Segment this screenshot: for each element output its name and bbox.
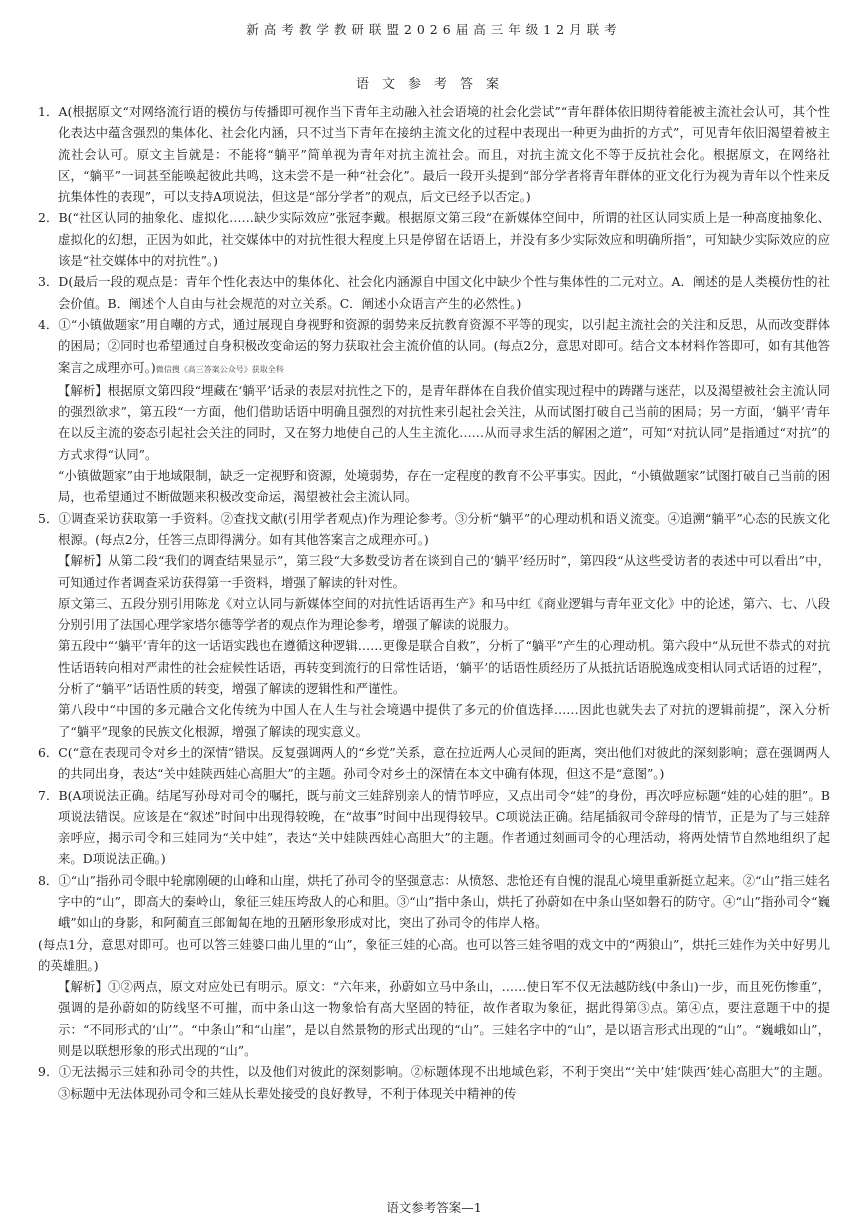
answer-content — [38, 101, 830, 1104]
paragraph-text: 【解析】从第二段“我们的调查结果显示”，第三段“大多数受访者在谈到自己的‘躺平’经历时”，第四段“从这些受访者的表述中可以看出”中，可知通过作者调查采访获得第一手资料，增强了解读的针对性。 — [58, 553, 830, 590]
paragraph-text: 5．①调查采访获取第一手资料。②查找文献(引用学者观点)作为理论参考。③分析“躺平”的心理动机和语义流变。④追溯“躺平”心态的民族文化根源。(每点2分，任答三点即得满分。如有其他答案言之成理亦可。) — [38, 510, 830, 547]
answer-paragraph — [38, 976, 830, 1061]
answer-paragraph — [38, 1061, 830, 1104]
answer-paragraph — [38, 934, 830, 977]
answer-paragraph — [38, 699, 830, 742]
paragraph-text: 1．A(根据原文“对网络流行语的模仿与传播即可视作当下青年主动融入社会语境的社会化尝试”“青年群体依旧期待着能被主流社会认可，其个性化表达中蕴含强烈的集体化、社会化内涵，只不过当下青年在接纳主流文化的过程中表现出一种更为曲折的方式”，可见青年依旧渴望着被主流社会认可。原文主旨就是：不能将“躺平”简单视为青年对抗主流社会。而且，对抗主流文化不等于反抗社会化。根据原文，在网络社区，“躺平”一词甚至能唤起彼此共鸣，这未尝不是一种“社会化”。最后一段开头提到“部分学者将青年群体的亚文化行为视为青年以个性来反抗集体性的表现”，可以支持A项说法，但这是“部分学者”的观点，后文已经予以否定。) — [38, 104, 830, 205]
exam-header: 新高考教学教研联盟2026届高三年级12月联考 — [246, 22, 622, 37]
paragraph-text: 2．B(“社区认同的抽象化、虚拟化……缺少实际效应”张冠李戴。根据原文第三段“在新媒体空间中，所谓的社区认同实质上是一种高度抽象化、虚拟化的幻想，正因为如此，社交媒体中的对抗性很大程度上只是停留在话语上，并没有多少实际效应和明确所指”，可知缺少实际效应的应该是“社交媒体中的对抗性”。) — [38, 210, 830, 269]
answer-paragraph — [38, 508, 830, 551]
answer-paragraph — [38, 742, 830, 785]
answer-paragraph — [38, 593, 830, 636]
answer-paragraph — [38, 550, 830, 593]
paragraph-text: 4．①“小镇做题家”用自嘲的方式，通过展现自身视野和资源的弱势来反抗教育资源不平等的现实，以引起主流社会的关注和反思，从而改变群体的困局；②同时也希望通过自身积极改变命运的努力获取社会主流价值的认同。(每点2分，意思对即可。结合文本材料作答即可，如有其他答案言之成理亦可。) — [38, 316, 830, 375]
paragraph-text: 6．C(“意在表现司令对乡土的深情”错误。反复强调两人的“乡党”关系，意在拉近两人心灵间的距离，突出他们对彼此的深刻影响；意在强调两人的共同出身，表达“关中娃陕西娃心高胆大”的主题。孙司令对乡土的深情在本文中确有体现，但这不是“意图”。) — [38, 744, 830, 782]
paragraph-text: 第八段中“中国的多元融合文化传统为中国人在人生与社会境遇中提供了多元的价值选择……因此也就失去了对抗的逻辑前提”，深入分析了“躺平”现象的民族文化根源，增强了解读的现实意义。 — [58, 702, 830, 739]
paragraph-text: 【解析】①②两点，原文对应处已有明示。原文：“六年来，孙蔚如立马中条山，……使日军不仅无法越防线(中条山)一步，而且死伤惨重”，强调的是孙蔚如的防线坚不可摧，而中条山这一物象恰有高大坚固的特征，故作者取为象征，据此得第③点。第④点，要注意题干中的提示：“不同形式的‘山’”。“中条山”和“山崖”，是以自然景物的形式出现的“山”。三娃名字中的“山”，是以语言形式出现的“山”。“巍峨如山”，则是以联想形象的形式出现的“山”。 — [58, 979, 830, 1059]
answer-paragraph — [38, 314, 830, 380]
paragraph-text: 原文第三、五段分别引用陈龙《对立认同与新媒体空间的对抗性话语再生产》和马中红《商业逻辑与青年亚文化》中的论述，第六、七、八段分别引用了法国心理学家塔尔德等学者的观点作为理论参考，增强了解读的说服力。 — [58, 595, 830, 633]
answer-paragraph — [38, 870, 830, 934]
answer-paragraph — [38, 380, 830, 465]
page-title: 语文参考答案 — [355, 77, 512, 92]
page-footer: 语文参考答案—1 — [386, 1200, 482, 1215]
answer-paragraph — [38, 207, 830, 271]
paragraph-text: “小镇做题家”由于地域限制，缺乏一定视野和资源，处境弱势，存在一定程度的教育不公平事实。因此，“小镇做题家”试图打破自己当前的困局，也希望通过不断做题来积极改变命运，渴望被社会主流认同。 — [58, 468, 830, 505]
paragraph-text: (每点1分，意思对即可。也可以答三娃婆口曲儿里的“山”，象征三娃的心高。也可以答三娃爷唱的戏文中的“两狼山”，烘托三娃作为关中好男儿的英雄胆。) — [38, 936, 830, 973]
paragraph-text: 8．①“山”指孙司令眼中轮廓刚硬的山峰和山崖，烘托了孙司令的坚强意志：从愤怒、悲怆还有自愧的混乱心境里重新挺立起来。②“山”指三娃名字中的“山”，即高大的秦岭山，象征三娃压垮敌人的心和胆。③“山”指中条山，烘托了孙蔚如在中条山坚如磐石的防守。④“山”指孙司令“巍峨”如山的身影，和阿蔺直三郎匍匐在地的丑陋形象形成对比，突出了孙司令的伟岸人格。 — [38, 872, 830, 931]
paragraph-text: 【解析】根据原文第四段“埋藏在‘躺平’话录的表层对抗性之下的，是青年群体在自我价值实现过程中的踌躇与迷茫，以及渴望被社会主流认同的强烈欲求”，第五段“一方面，他们借助话语中明确且强烈的对抗性来引起社会关注，从而试图打破自己当前的困局；另一方面，‘躺平’青年在以反主流的姿态引起社会关注的同时，又在努力地使自己的人生主流化……从而寻求生活的解困之道”，可知“对抗认同”是指通过“对抗”的方式求得“认同”。 — [58, 382, 830, 462]
answer-paragraph — [38, 101, 830, 207]
answer-paragraph — [38, 271, 830, 314]
answer-paragraph — [38, 465, 830, 508]
paragraph-text: 7．B(A项说法正确。结尾写孙母对司令的嘱托，既与前文三娃辞别亲人的情节呼应，又点出司令“娃”的身份，再次呼应标题“娃的心娃的胆”。B项说法错误。应该是在“叙述”时间中出现得较晚，在“故事”时间中出现得较早。C项说法正确。结尾插叙司令辞母的情节，正是为了与三娃辞亲呼应，揭示司令和三娃同为“关中娃”，表达“关中娃陕西娃心高胆大”的主题。作者通过刻画司令的心理活动，将两处情节自然地组织了起来。D项说法正确。) — [38, 787, 830, 867]
answer-paragraph — [38, 785, 830, 870]
paragraph-text: 3．D(最后一段的观点是：青年个性化表达中的集体化、社会化内涵源自中国文化中缺少个性与集体性的二元对立。A．阐述的是人类模仿性的社会价值。B．阐述个人自由与社会规范的对立关系。C．阐述小众语言产生的必然性。) — [38, 274, 830, 311]
paragraph-text: 9．①无法揭示三娃和孙司令的共性，以及他们对彼此的深刻影响。②标题体现不出地域色彩，不利于突出“‘关中’娃‘陕西’娃心高胆大”的主题。③标题中无法体现孙司令和三娃从长辈处接受的良好教导，不利于体现关中精神的传 — [38, 1064, 830, 1101]
watermark-note: 微信搜《高三答案公众号》获取全科 — [155, 364, 284, 374]
paragraph-text: 第五段中“‘躺平’青年的这一话语实践也在遵循这种逻辑……更像是联合自救”，分析了“躺平”产生的心理动机。第六段中“从玩世不恭式的对抗性话语转向相对严肃性的社会症候性话语，再转变到流行的日常性话语，‘躺平’的话语性质经历了从抵抗话语脱逸成变相认同式话语的过程”，分析了“躺平”话语性质的转变，增强了解读的逻辑性和严谨性。 — [58, 638, 830, 697]
answer-paragraph — [38, 635, 830, 699]
